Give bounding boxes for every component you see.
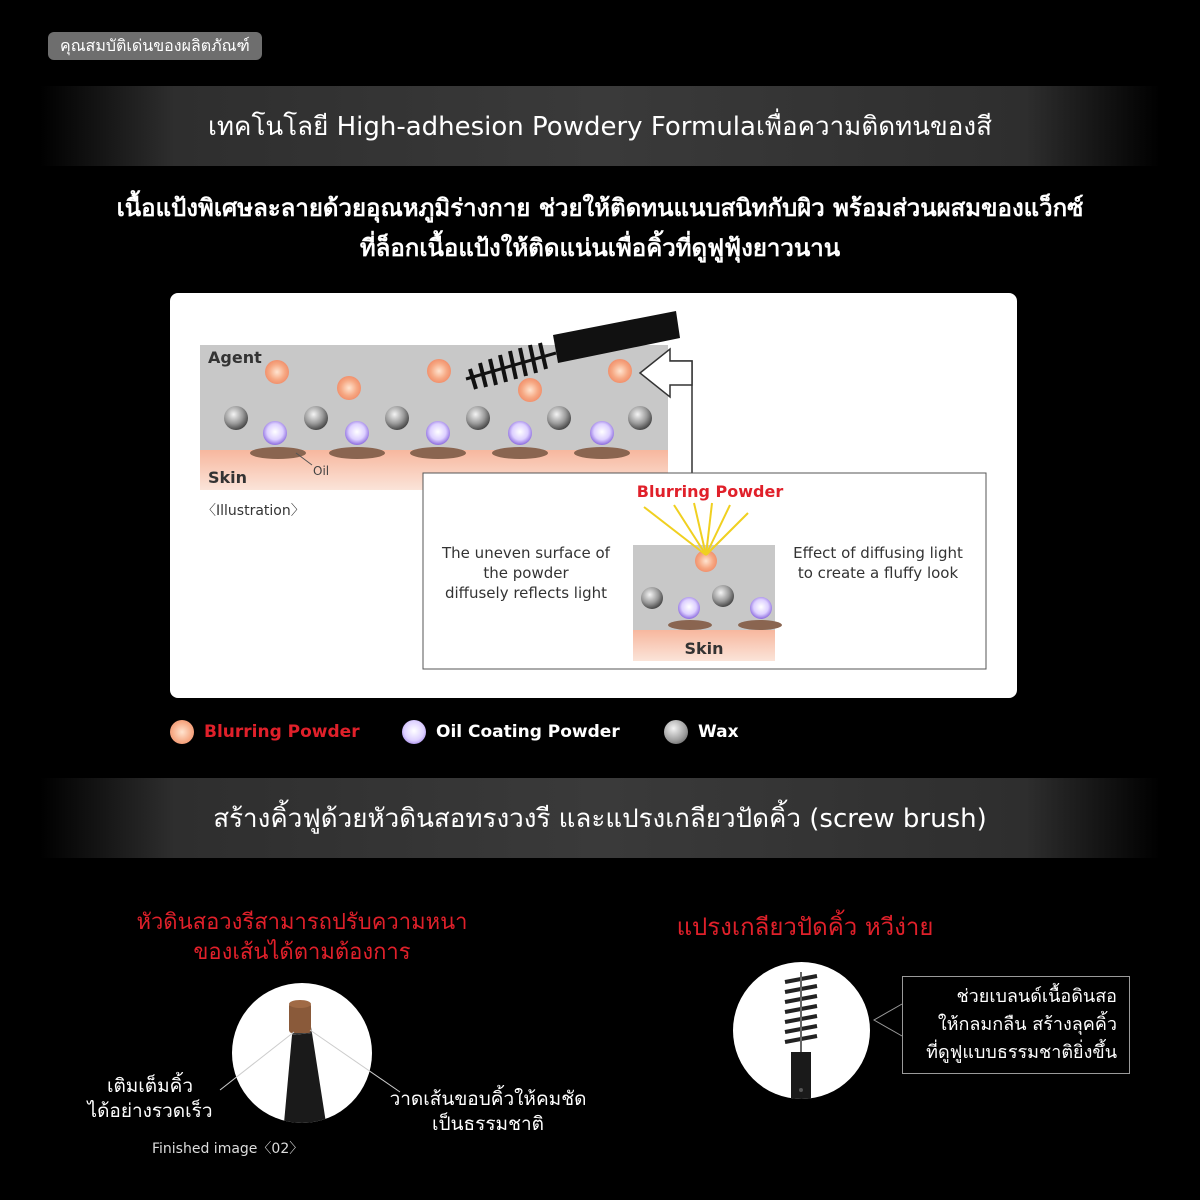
wax-particle [385, 406, 409, 430]
pencil-headline-line2: ของเส้นได้ตามต้องการ [193, 940, 411, 965]
blurring-particle [518, 378, 542, 402]
illustration-svg [170, 293, 1017, 698]
blurring-particle [608, 359, 632, 383]
pencil-left-label-line2: ได้อย่างรวดเร็ว [87, 1100, 213, 1122]
legend-wax-label: Wax [698, 722, 739, 742]
brush-callout [902, 976, 1130, 1074]
blurring-particle [337, 376, 361, 400]
brush-callout-line2: ให้กลมกลืน สร้างลุคคิ้ว [937, 1014, 1117, 1035]
legend-oil-label: Oil Coating Powder [436, 722, 620, 742]
wax-particle [547, 406, 571, 430]
brush-callout-line1: ช่วยเบลนด์เนื้อดินสอ [956, 986, 1117, 1007]
desc-line-1: เนื้อแป้งพิเศษละลายด้วยอุณหภูมิร่างกาย ช่วยให้ติดทนแนบสนิทกับผิว พร้อมส่วนผสมของแว็กซ์ [116, 194, 1084, 222]
agent-label: Agent [208, 348, 262, 367]
inset-left-text-1: The uneven surface of [442, 544, 610, 562]
section1-title-band [40, 86, 1160, 166]
blurring-particle [265, 360, 289, 384]
wax-dot-icon [664, 720, 688, 744]
oil-coating-particle [590, 421, 614, 445]
wax-particle [304, 406, 328, 430]
inset-title: Blurring Powder [636, 482, 784, 501]
pencil-headline [100, 908, 504, 968]
pencil-left-label [70, 1074, 230, 1124]
brush-callout-line3: ที่ดูฟูแบบธรรมชาติยิ่งขึ้น [926, 1042, 1117, 1063]
pencil-left-label-line1: เติมเต็มคิ้ว [106, 1075, 194, 1097]
oil-puddle [492, 447, 548, 459]
illustration-panel [170, 293, 1017, 698]
inset-left-text-3: diffusely reflects light [444, 584, 608, 602]
oil-label: Oil [313, 464, 330, 478]
oil-dot-icon [402, 720, 426, 744]
wax-particle [641, 587, 663, 609]
inset-skin-label: Skin [684, 639, 724, 658]
oil-coating-particle [678, 597, 700, 619]
pencil-right-label [378, 1087, 598, 1137]
wax-particle [628, 406, 652, 430]
section1-description [0, 188, 1200, 268]
pencil-right-label-line1: วาดเส้นขอบคิ้วให้คมชัด [389, 1088, 587, 1110]
screw-brush-icon [733, 962, 870, 1099]
oil-coating-particle [508, 421, 532, 445]
wax-particle [466, 406, 490, 430]
inset-right-text-1: Effect of diffusing light [793, 544, 963, 562]
legend-oil [402, 718, 620, 746]
brush-circle [733, 962, 870, 1099]
inset-right-text-2: to create a fluffy look [797, 564, 959, 582]
pencil-headline-line1: หัวดินสอวงรีสามารถปรับความหนา [136, 910, 468, 935]
section1-title: เทคโนโลยี High-adhesion Powdery Formulaเพื่อความติดทนของสี [208, 111, 992, 142]
legend-blurring-label: Blurring Powder [204, 722, 360, 742]
oil-puddle [410, 447, 466, 459]
oil-puddle [250, 447, 306, 459]
desc-line-2: ที่ล็อกเนื้อแป้งให้ติดแน่นเพื่อคิ้วที่ดูฟูฟุ้งยาวนาน [359, 234, 841, 262]
skin-label: Skin [208, 468, 248, 487]
section-tag: คุณสมบัติเด่นของผลิตภัณฑ์ [48, 32, 262, 60]
section2-title: สร้างคิ้วฟูด้วยหัวดินสอทรงวงรี และแปรงเกลียวปัดคิ้ว (screw brush) [213, 803, 987, 834]
oil-coating-particle [263, 421, 287, 445]
section2-title-band [40, 778, 1160, 858]
illustration-caption: 〈Illustration〉 [202, 503, 305, 519]
pencil-right-label-line2: เป็นธรรมชาติ [432, 1113, 544, 1135]
oil-puddle [329, 447, 385, 459]
brush-headline: แปรงเกลียวปัดคิ้ว หวีง่าย [676, 913, 934, 941]
oil-coating-particle [345, 421, 369, 445]
blurring-dot-icon [170, 720, 194, 744]
oil-coating-particle [750, 597, 772, 619]
blurring-particle [427, 359, 451, 383]
wax-particle [712, 585, 734, 607]
legend-wax [664, 718, 739, 746]
wax-particle [224, 406, 248, 430]
oil-coating-particle [426, 421, 450, 445]
finished-image-caption: Finished image〈02〉 [152, 1141, 304, 1157]
legend-blurring [170, 718, 360, 746]
oil-puddle [574, 447, 630, 459]
inset-left-text-2: the powder [483, 564, 569, 582]
